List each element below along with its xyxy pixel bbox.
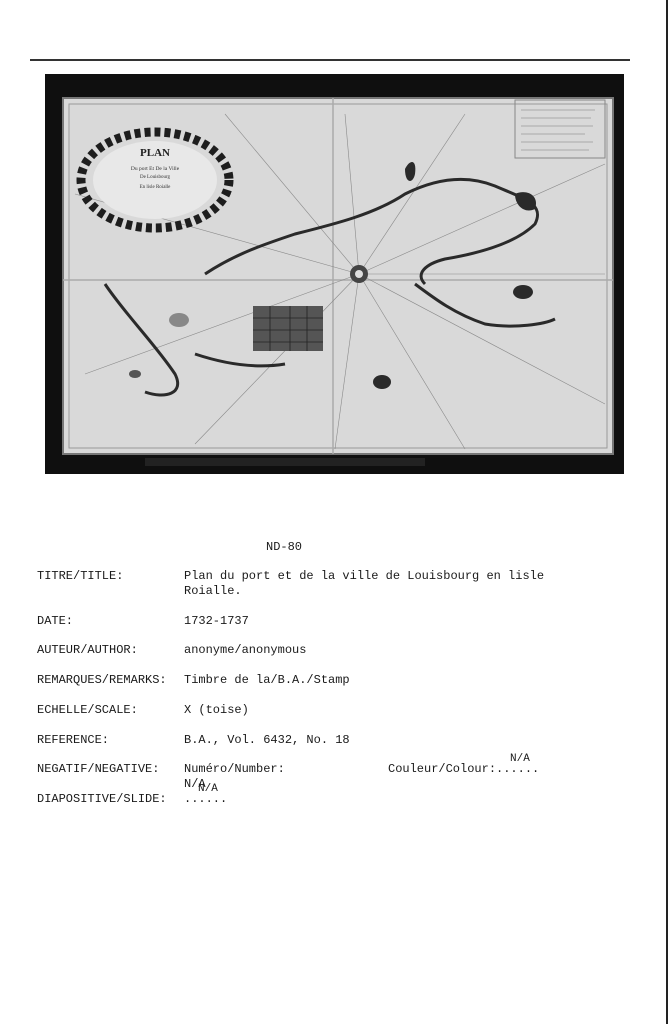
colour-field [388,753,540,777]
colour-value: N/A [510,753,530,765]
top-rule [30,59,630,61]
cartouche-title: PLAN [140,147,170,159]
slide-field [184,783,228,807]
remarks-label: REMARQUES/REMARKS: [37,673,167,687]
document-id: ND-80 [266,540,303,554]
title-value: Plan du port et de la ville de Louisbourg en lisle Roialle. [184,569,545,598]
reference-value: B.A., Vol. 6432, No. 18 [184,733,350,747]
number-label: Numéro/Number: [184,762,285,776]
number-value: N/A [184,777,206,791]
slide-label: DIAPOSITIVE/SLIDE: [37,792,167,806]
date-value: 1732-1737 [184,614,249,628]
date-label: DATE: [37,614,74,628]
title-label: TITRE/TITLE: [37,569,124,583]
author-label: AUTEUR/AUTHOR: [37,643,138,657]
cartouche-line-1: Du port Et De la Ville [130,166,180,172]
author-value: anonyme/anonymous [184,643,307,657]
scale-label: ECHELLE/SCALE: [37,703,138,717]
map-photograph [45,74,624,474]
slide-value: N/A [198,783,218,795]
colour-dots: ...... [496,762,540,776]
colour-label: Couleur/Colour: [388,762,497,776]
slide-dots: ...... [184,792,228,806]
negative-label: NEGATIF/NEGATIVE: [37,762,160,776]
scale-value: X (toise) [184,703,249,717]
cartouche-line-3: En lisle Roialle [139,185,171,190]
cartouche-line-2: De Louisbourg [139,175,171,180]
remarks-value: Timbre de la/B.A./Stamp [184,673,350,687]
reference-label: REFERENCE: [37,733,110,747]
